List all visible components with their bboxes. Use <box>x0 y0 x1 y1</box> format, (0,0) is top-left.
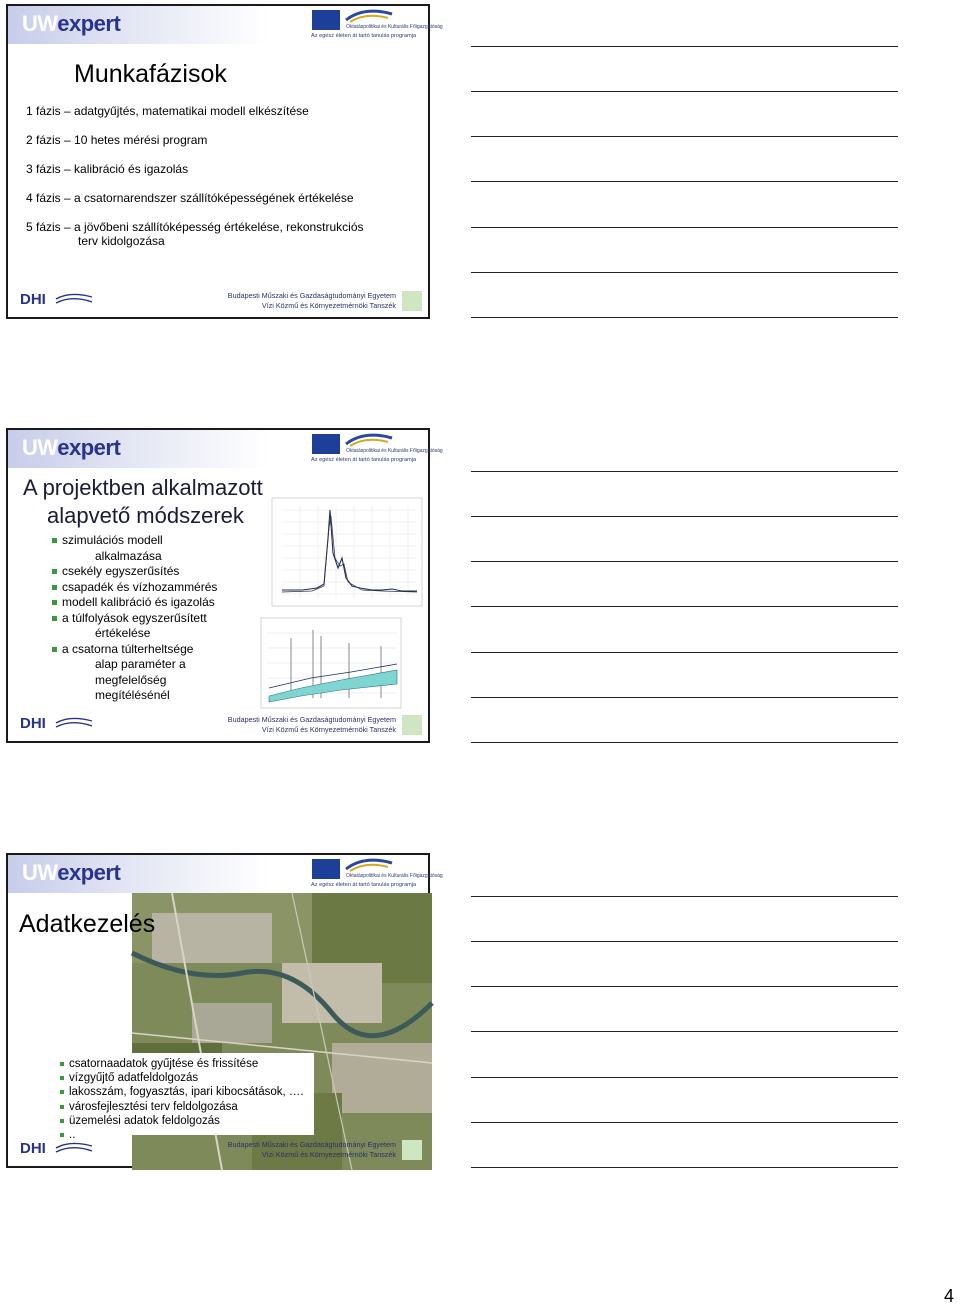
method-item: szimulációs modell alkalmazása <box>54 533 264 564</box>
note-line <box>471 516 898 517</box>
note-line <box>471 697 898 698</box>
list-item: városfejlesztési terv feldolgozása <box>60 1100 304 1114</box>
university-footer: Budapesti Műszaki és Gazdaságtudományi Egyetem Vízi Közmű és Környezetmérnöki Tanszék <box>227 291 396 310</box>
dhi-logo-icon <box>18 1138 94 1160</box>
dhi-logo-icon <box>18 713 94 735</box>
method-item: a csatorna túlterheltsége alap paraméter a megfelelőség megítélésénél <box>54 642 264 704</box>
programme-text: Az egész életen át tartó tanulás programja <box>311 457 417 463</box>
university-footer: Budapesti Műszaki és Gazdaságtudományi Egyetem Vízi Közmű és Környezetmérnöki Tanszék <box>227 715 396 734</box>
phase-list <box>26 104 364 263</box>
note-line <box>471 136 898 137</box>
directorate-text: Oktatáspolitikai és Kulturális Főigazgatóság <box>346 24 443 30</box>
phase-item: 5 fázis – a jövőbeni szállítóképesség értékelése, rekonstrukciós terv kidolgozása <box>26 220 364 248</box>
department-emblem-icon <box>402 1140 422 1160</box>
note-line <box>471 471 898 472</box>
note-line <box>471 1167 898 1168</box>
slide-header <box>8 855 443 893</box>
phase-item: 2 fázis – 10 hetes mérési program <box>26 133 208 147</box>
slide-munkafazisok <box>6 4 443 319</box>
slide-header <box>8 6 443 44</box>
uwexpert-logo: UWexpert <box>22 860 121 885</box>
eu-flag-icon <box>312 10 340 30</box>
note-line <box>471 561 898 562</box>
data-task-list <box>60 1057 304 1142</box>
longitudinal-profile-thumbnail <box>261 618 401 708</box>
note-line <box>471 896 898 897</box>
uwexpert-logo: UWexpert <box>22 11 121 36</box>
slide-adatkezeles <box>6 853 443 1168</box>
note-line <box>471 272 898 273</box>
slide-title: Munkafázisok <box>74 60 227 88</box>
note-line <box>471 1122 898 1123</box>
svg-text:DHI: DHI <box>20 291 46 308</box>
lifelong-learning-swoosh-icon <box>344 432 394 448</box>
university-footer: Budapesti Műszaki és Gazdaságtudományi Egyetem Vízi Közmű és Környezetmérnöki Tanszék <box>227 1140 396 1159</box>
page-number: 4 <box>943 1286 954 1306</box>
note-line <box>471 652 898 653</box>
hydrograph-thumbnail <box>272 498 422 606</box>
department-emblem-icon <box>402 715 422 735</box>
slide-header <box>8 430 443 468</box>
note-line <box>471 742 898 743</box>
svg-text:DHI: DHI <box>20 715 46 732</box>
programme-text: Az egész életen át tartó tanulás programja <box>311 33 417 39</box>
uwexpert-logo: UWexpert <box>22 435 121 460</box>
directorate-text: Oktatáspolitikai és Kulturális Főigazgatóság <box>346 448 443 454</box>
department-emblem-icon <box>402 291 422 311</box>
lifelong-learning-swoosh-icon <box>344 8 394 24</box>
phase-item: 1 fázis – adatgyűjtés, matematikai modell elkészítése <box>26 104 309 118</box>
slide-modszerek <box>6 428 443 743</box>
method-item: a túlfolyások egyszerűsített értékelése <box>54 611 264 642</box>
method-list <box>54 533 264 704</box>
slide-title: A projektben alkalmazott alapvető módszerek <box>23 475 263 528</box>
note-line <box>471 181 898 182</box>
note-line <box>471 227 898 228</box>
programme-text: Az egész életen át tartó tanulás programja <box>311 882 417 888</box>
note-line <box>471 91 898 92</box>
directorate-text: Oktatáspolitikai és Kulturális Főigazgatóság <box>346 873 443 879</box>
note-line <box>471 1031 898 1032</box>
method-item: csapadék és vízhozammérés <box>54 580 264 596</box>
method-item: modell kalibráció és igazolás <box>54 595 264 611</box>
note-line <box>471 1077 898 1078</box>
phase-item: 3 fázis – kalibráció és igazolás <box>26 162 189 176</box>
eu-flag-icon <box>312 859 340 879</box>
lifelong-learning-swoosh-icon <box>344 857 394 873</box>
note-line <box>471 986 898 987</box>
list-item: lakosszám, fogyasztás, ipari kibocsátások, …. <box>60 1085 304 1099</box>
slide-title: Adatkezelés <box>19 910 156 938</box>
list-item: csatornaadatok gyűjtése és frissítése <box>60 1057 304 1071</box>
dhi-logo-icon <box>18 289 94 311</box>
list-item: vízgyűjtő adatfeldolgozás <box>60 1071 304 1085</box>
method-item: csekély egyszerűsítés <box>54 564 264 580</box>
list-item: üzemelési adatok feldolgozás <box>60 1114 304 1128</box>
list-item: .. <box>60 1128 304 1142</box>
svg-text:DHI: DHI <box>20 1140 46 1157</box>
eu-flag-icon <box>312 434 340 454</box>
note-line <box>471 46 898 47</box>
note-line <box>471 606 898 607</box>
note-line <box>471 317 898 318</box>
note-line <box>471 941 898 942</box>
phase-item: 4 fázis – a csatornarendszer szállítóképességének értékelése <box>26 191 354 205</box>
